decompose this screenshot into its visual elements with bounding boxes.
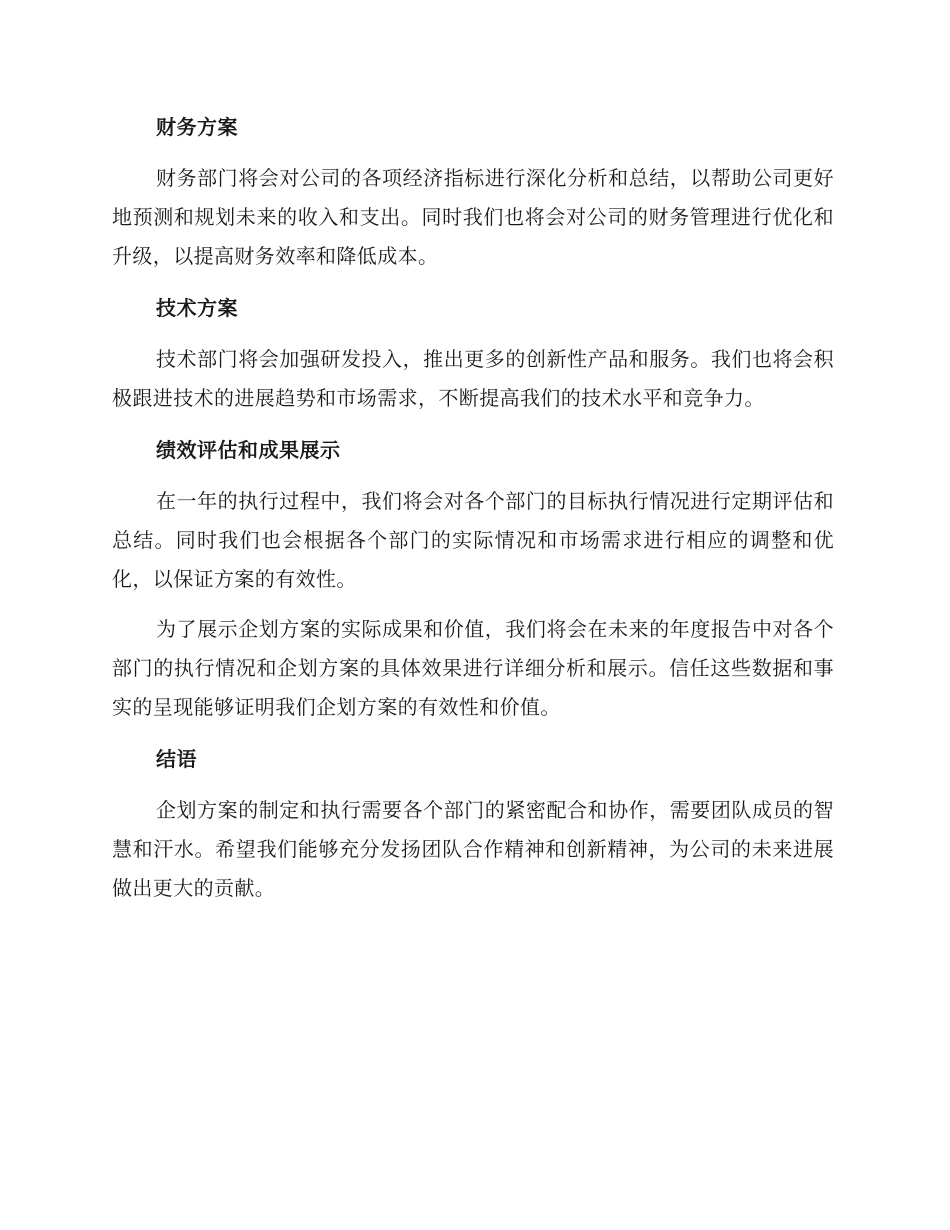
section-heading: 技术方案 bbox=[156, 296, 238, 320]
section-finance bbox=[112, 106, 834, 276]
paragraph: 为了展示企划方案的实际成果和价值，我们将会在未来的年度报告中对各个部门的执行情况和企划方案的具体效果进行详细分析和展示。信任这些数据和事实的呈现能够证明我们企划方案的有效性和价值。 bbox=[112, 617, 834, 719]
section-conclusion bbox=[112, 738, 834, 908]
section-heading: 绩效评估和成果展示 bbox=[156, 438, 341, 462]
document-page bbox=[112, 106, 834, 919]
section-heading: 结语 bbox=[156, 747, 197, 771]
paragraph: 财务部门将会对公司的各项经济指标进行深化分析和总结，以帮助公司更好地预测和规划未来的收入和支出。同时我们也将会对公司的财务管理进行优化和升级，以提高财务效率和降低成本。 bbox=[112, 166, 834, 268]
paragraph: 技术部门将会加强研发投入，推出更多的创新性产品和服务。我们也将会积极跟进技术的进展趋势和市场需求，不断提高我们的技术水平和竞争力。 bbox=[112, 347, 834, 410]
paragraph: 企划方案的制定和执行需要各个部门的紧密配合和协作，需要团队成员的智慧和汗水。希望我们能够充分发扬团队合作精神和创新精神，为公司的未来进展做出更大的贡献。 bbox=[112, 798, 834, 900]
section-heading: 财务方案 bbox=[156, 115, 238, 139]
section-performance bbox=[112, 429, 834, 727]
section-technology bbox=[112, 287, 834, 418]
paragraph: 在一年的执行过程中，我们将会对各个部门的目标执行情况进行定期评估和总结。同时我们也会根据各个部门的实际情况和市场需求进行相应的调整和优化，以保证方案的有效性。 bbox=[112, 489, 834, 591]
